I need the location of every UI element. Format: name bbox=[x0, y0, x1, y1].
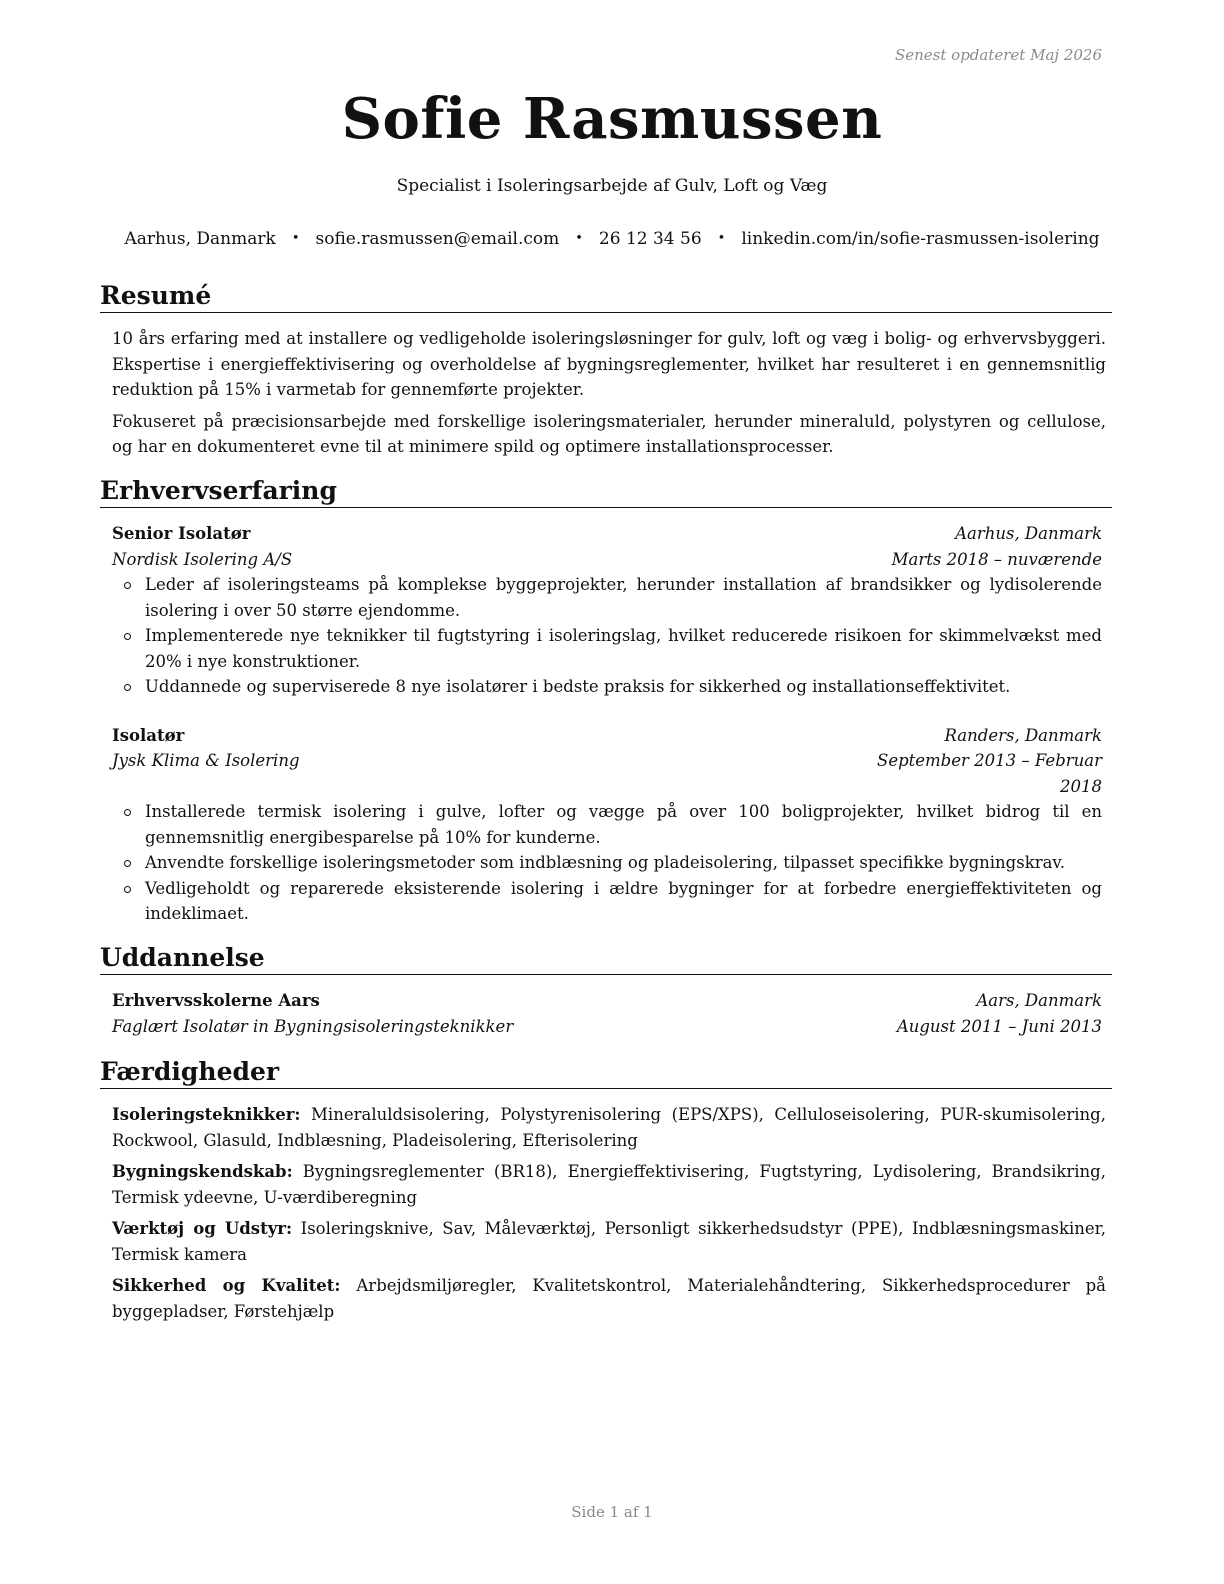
job-title: Senior Isolatør bbox=[112, 524, 251, 543]
list-item bbox=[112, 799, 1102, 850]
job-title: Isolatør bbox=[112, 726, 185, 745]
candidate-name: Sofie Rasmussen bbox=[341, 86, 883, 152]
job-dates-line2: 2018 bbox=[1060, 776, 1102, 796]
skill-label: Isoleringsteknikker: bbox=[112, 1105, 301, 1124]
bullet-text: Uddannede og superviserede 8 nye isolatører i bedste praksis for sikkerhed og installationseffektivitet. bbox=[145, 677, 1011, 696]
section-title-experience: Erhvervserfaring bbox=[100, 476, 1112, 508]
bullet-text: Installerede termisk isolering i gulve, lofter og vægge på over 100 boligprojekter, hvilket bidrog til en gennemsnitlig energibesparelse på 10% for kunderne. bbox=[145, 802, 1102, 847]
list-item bbox=[112, 876, 1102, 927]
bullet-text: Anvendte forskellige isoleringsmetoder som indblæsning og pladeisolering, tilpasset specifikke bygningskrav. bbox=[145, 853, 1066, 872]
contact-line bbox=[0, 229, 1224, 249]
summary-text bbox=[112, 326, 1106, 466]
bullet-text: Leder af isoleringsteams på komplekse byggeprojekter, herunder installation af brandsikker og lydisolerende isolering i over 50 større ejendomme. bbox=[145, 575, 1102, 620]
job-company: Jysk Klima & Isolering bbox=[112, 751, 300, 770]
section-title-summary: Resumé bbox=[100, 281, 1112, 313]
contact-phone: 26 12 34 56 bbox=[598, 229, 702, 249]
summary-paragraph: 10 års erfaring med at installere og vedligeholde isoleringsløsninger for gulv, loft og væg i bolig- og erhvervsbyggeri. Ekspertise i energieffektivisering og overholdelse af bygningsreglementer, hvilket har resulteret i en gennemsnitlig reduktion på 15% i varmetab for gennemførte projekter. bbox=[112, 329, 1106, 399]
contact-separator: • bbox=[717, 231, 726, 246]
section-title-education: Uddannelse bbox=[100, 943, 1112, 975]
skill-group bbox=[112, 1273, 1106, 1324]
job-location: Randers, Danmark bbox=[944, 726, 1102, 745]
contact-separator: • bbox=[575, 231, 583, 246]
job-bullets bbox=[112, 572, 1102, 700]
bullet-icon bbox=[124, 633, 131, 640]
contact-email[interactable]: sofie.rasmussen@email.com bbox=[315, 229, 560, 249]
headline: Specialist i Isoleringsarbejde af Gulv, Loft og Væg bbox=[396, 176, 828, 196]
bullet-text: Implementerede nye teknikker til fugtstyring i isoleringslag, hvilket reducerede risikoen for skimmelvækst med 20% i nye konstruktioner. bbox=[145, 626, 1102, 671]
bullet-icon bbox=[124, 582, 131, 589]
job-dates-line1: September 2013 – Februar bbox=[877, 751, 1102, 770]
bullet-icon bbox=[124, 684, 131, 691]
contact-location: Aarhus, Danmark bbox=[124, 229, 276, 249]
page-number: Side 1 af 1 bbox=[571, 1503, 653, 1521]
skills-list bbox=[112, 1102, 1106, 1330]
bullet-icon bbox=[124, 809, 131, 816]
skill-label: Værktøj og Udstyr: bbox=[112, 1219, 293, 1238]
skill-label: Sikkerhed og Kvalitet: bbox=[112, 1276, 341, 1295]
skill-text: Isoleringsknive, Sav, Måleværktøj, Personligt sikkerhedsudstyr (PPE), Indblæsningsmaskiner, Termisk kamera bbox=[112, 1219, 1106, 1264]
job-bullets bbox=[112, 799, 1102, 927]
list-item bbox=[112, 850, 1102, 876]
job-company: Nordisk Isolering A/S bbox=[112, 550, 293, 569]
job-dates bbox=[877, 748, 1102, 799]
list-item bbox=[112, 674, 1102, 700]
last-updated: Senest opdateret Maj 2026 bbox=[894, 46, 1102, 64]
contact-linkedin[interactable]: linkedin.com/in/sofie-rasmussen-isolering bbox=[741, 229, 1100, 249]
skill-text: Arbejdsmiljøregler, Kvalitetskontrol, Materialehåndtering, Sikkerhedsprocedurer på byggepladser, Førstehjælp bbox=[112, 1276, 1106, 1321]
job-dates: Marts 2018 – nuværende bbox=[891, 550, 1102, 569]
education-degree: Faglært Isolatør in Bygningsisoleringsteknikker bbox=[112, 1017, 514, 1036]
list-item bbox=[112, 572, 1102, 623]
education-school: Erhvervsskolerne Aars bbox=[112, 991, 320, 1010]
skill-text: Mineraluldsisolering, Polystyrenisolering (EPS/XPS), Celluloseisolering, PUR-skumisolering, Rockwool, Glasuld, Indblæsning, Pladeisolering, Efterisolering bbox=[112, 1105, 1106, 1150]
skill-text: Bygningsreglementer (BR18), Energieffektivisering, Fugtstyring, Lydisolering, Brandsikring, Termisk ydeevne, U-værdiberegning bbox=[112, 1162, 1106, 1207]
skill-group bbox=[112, 1102, 1106, 1153]
education-location: Aars, Danmark bbox=[976, 991, 1102, 1010]
skill-group bbox=[112, 1159, 1106, 1210]
summary-paragraph: Fokuseret på præcisionsarbejde med forskellige isoleringsmaterialer, herunder mineraluld, polystyren og cellulose, og har en dokumenteret evne til at minimere spild og optimere installationsprocesser. bbox=[112, 411, 1106, 456]
contact-separator: • bbox=[291, 231, 300, 246]
section-title-skills: Færdigheder bbox=[100, 1057, 1112, 1089]
bullet-text: Vedligeholdt og reparerede eksisterende isolering i ældre bygninger for at forbedre energieffektiviteten og indeklimaet. bbox=[145, 878, 1102, 923]
education-dates: August 2011 – Juni 2013 bbox=[896, 1017, 1102, 1036]
job-location: Aarhus, Danmark bbox=[955, 524, 1102, 543]
bullet-icon bbox=[124, 886, 131, 893]
list-item bbox=[112, 623, 1102, 674]
skill-label: Bygningskendskab: bbox=[112, 1162, 293, 1181]
skill-group bbox=[112, 1216, 1106, 1267]
bullet-icon bbox=[124, 860, 131, 867]
